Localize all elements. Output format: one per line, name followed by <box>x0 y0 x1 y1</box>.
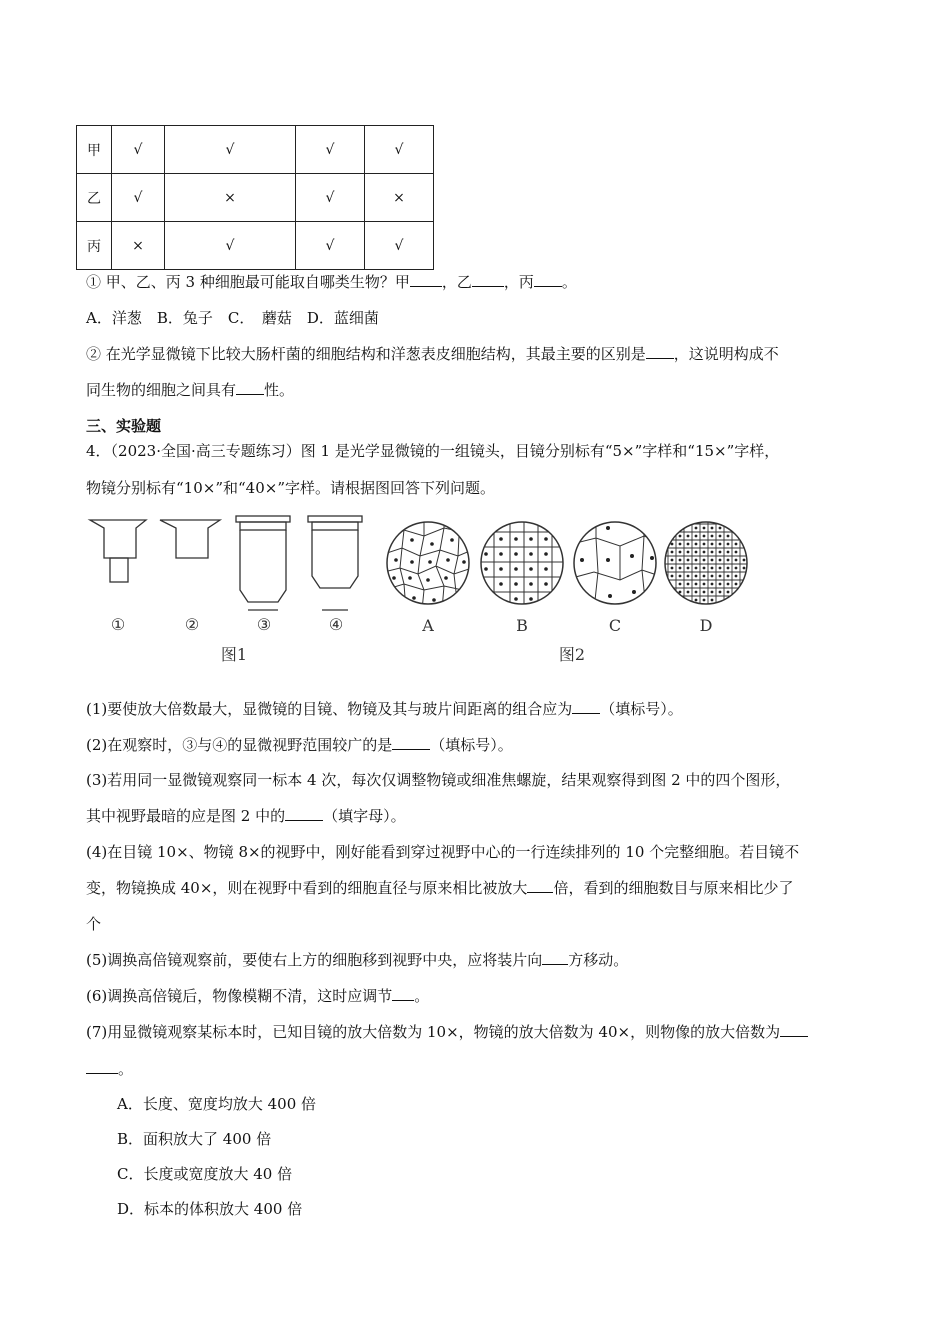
table-row <box>77 174 434 222</box>
q4-p5: (5)调换高倍镜观察前，要使右上方的细胞移到视野中央，应将装片向 方移动。 <box>86 951 629 969</box>
section-heading: 三、实验题 <box>86 417 162 435</box>
q4-p1: (1)要使放大倍数最大，显微镜的目镜、物镜及其与玻片间距离的组合应为 （填标号）。 <box>86 700 683 718</box>
fig1-caption: 图1 <box>220 645 248 664</box>
table-cell: √ <box>112 174 165 222</box>
q3-sub2-cont: 同生物的细胞之间具有 性。 <box>86 381 295 399</box>
eyepiece-tube <box>110 558 128 582</box>
fig2-label: D <box>699 616 713 635</box>
q4-option-b: B．面积放大了 400 倍 <box>117 1130 272 1148</box>
table-cell: √ <box>296 126 365 174</box>
q4-p2: (2)在观察时，③与④的显微视野范围较广的是 （填标号）。 <box>86 736 513 754</box>
feature-table <box>76 125 434 270</box>
table-cell: √ <box>112 126 165 174</box>
field-d <box>664 520 748 608</box>
q3-options: A．洋葱 B．兔子 C． 蘑菇 D．蓝细菌 <box>86 309 379 327</box>
figure-1-lenses <box>84 510 384 670</box>
row-label: 乙 <box>77 174 112 222</box>
table-cell: √ <box>165 126 296 174</box>
table-cell: √ <box>365 126 434 174</box>
objective-short <box>308 516 362 610</box>
q3-sub1: ① 甲、乙、丙 3 种细胞最可能取自哪类生物？甲 ，乙 ，丙 。 <box>86 273 577 291</box>
fig2-caption: 图2 <box>558 645 586 664</box>
q4-intro-cont: 物镜分别标有“10×”和“40×”字样。请根据图回答下列问题。 <box>86 479 495 497</box>
table-row <box>77 126 434 174</box>
field-b <box>478 516 566 610</box>
objective-long <box>236 516 290 610</box>
q4-p3-cont: 其中视野最暗的应是图 2 中的 （填字母）。 <box>86 807 406 825</box>
row-label: 甲 <box>77 126 112 174</box>
row-label: 丙 <box>77 222 112 270</box>
q4-p6: (6)调换高倍镜后，物像模糊不清，这时应调节 。 <box>86 987 430 1005</box>
q4-p7-cont: 。 <box>86 1058 133 1080</box>
table-cell: √ <box>296 174 365 222</box>
fig1-label: ① <box>110 615 126 634</box>
table-cell: × <box>365 174 434 222</box>
fig2-label: C <box>608 616 622 635</box>
q4-p3: (3)若用同一显微镜观察同一标本 4 次，每次仅调整物镜或细准焦螺旋，结果观察得到图 2 中的四个图形， <box>86 771 791 789</box>
eyepiece-short <box>160 520 220 558</box>
q4-p4-cont: 变，物镜换成 40×，则在视野中看到的细胞直径与原来相比被放大 倍，看到的细胞数目与原来相比少了 <box>86 879 794 897</box>
fig1-label: ④ <box>328 615 344 634</box>
eyepiece-long <box>90 520 146 558</box>
table-cell: √ <box>365 222 434 270</box>
q4-option-a: A．长度、宽度均放大 400 倍 <box>117 1095 317 1113</box>
table-cell: √ <box>165 222 296 270</box>
field-c <box>572 516 660 610</box>
field-a <box>384 516 472 610</box>
fig1-label: ② <box>184 615 200 634</box>
q4-p4: (4)在目镜 10×、物镜 8×的视野中，刚好能看到穿过视野中心的一行连续排列的 10 个完整细胞。若目镜不 <box>86 843 800 861</box>
table-cell: × <box>165 174 296 222</box>
table-row <box>77 222 434 270</box>
fig2-label: B <box>516 616 528 635</box>
figure-2-fields <box>384 516 756 670</box>
q4-p7: (7)用显微镜观察某标本时，已知目镜的放大倍数为 10×，物镜的放大倍数为 40×，则物像的放大倍数为 <box>86 1021 808 1043</box>
q3-sub2: ② 在光学显微镜下比较大肠杆菌的细胞结构和洋葱表皮细胞结构，其最主要的区别是 ，这说明构成不 <box>86 345 779 363</box>
q4-intro: 4．（2023·全国·高三专题练习）图 1 是光学显微镜的一组镜头，目镜分别标有“5×”字样和“15×”字样， <box>86 442 780 460</box>
fig1-label: ③ <box>256 615 272 634</box>
q4-p4-end: 个 <box>86 915 102 933</box>
q4-option-d: D．标本的体积放大 400 倍 <box>117 1200 303 1218</box>
table-cell: × <box>112 222 165 270</box>
fig2-label: A <box>422 616 434 635</box>
table-cell: √ <box>296 222 365 270</box>
q4-option-c: C．长度或宽度放大 40 倍 <box>117 1165 293 1183</box>
